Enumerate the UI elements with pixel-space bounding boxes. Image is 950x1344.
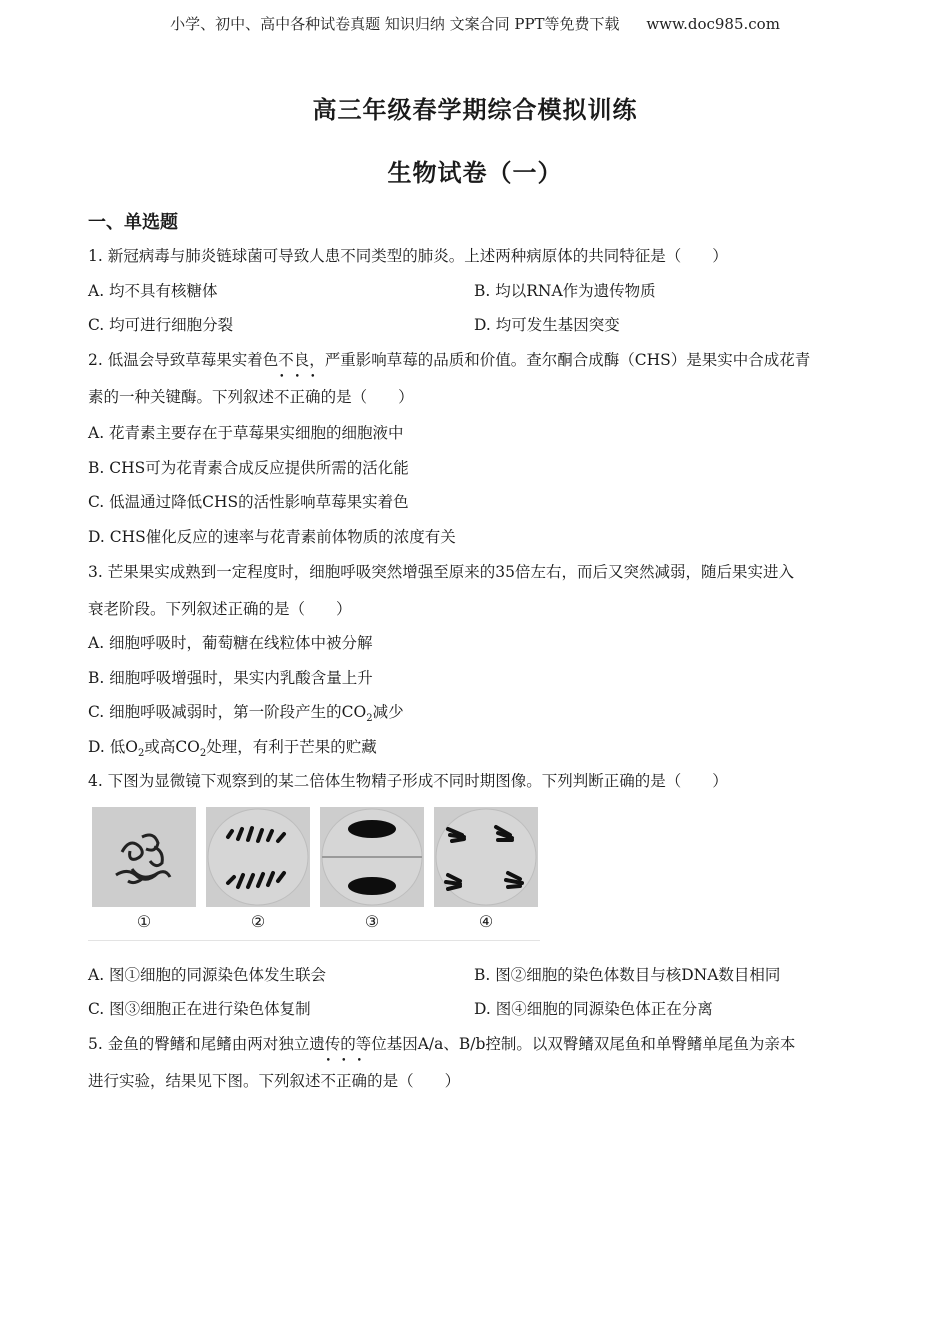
emphasis-char: 不: [320, 1072, 337, 1090]
q2-option-b: B. CHS可为花青素合成反应提供所需的活化能: [88, 459, 409, 477]
subscript: 2: [199, 748, 207, 760]
emphasis-char: 不: [274, 388, 290, 406]
q2-stem-text: 素的一种关键酶。下列叙述: [88, 388, 275, 406]
figure-label-2: ②: [250, 912, 266, 931]
emphasis-char: 确: [305, 388, 321, 406]
micrograph-panel-1: [92, 807, 196, 907]
q4-option-a: A. 图①细胞的同源染色体发生联会: [88, 966, 327, 984]
figure-label-4: ④: [478, 912, 494, 931]
q2-option-d: D. CHS催化反应的速率与花青素前体物质的浓度有关: [88, 528, 456, 546]
q2-stem-text-end: 的是（ ）: [320, 388, 414, 406]
q1-option-c: C. 均可进行细胞分裂: [88, 316, 234, 334]
q1-option-b: B. 均以RNA作为遗传物质: [474, 282, 656, 300]
q3-option-d-text-end: 处理，有利于芒果的贮藏: [206, 738, 377, 756]
q3-option-d-text-mid: 或高CO: [144, 738, 200, 756]
q2-option-a: A. 花青素主要存在于草莓果实细胞的细胞液中: [88, 424, 404, 442]
emphasis-char: 正: [336, 1072, 352, 1090]
subscript: 2: [137, 748, 145, 760]
q3-option-c-text: C. 细胞呼吸减弱时，第一阶段产生的CO: [88, 703, 367, 721]
q4-option-d: D. 图④细胞的同源染色体正在分离: [474, 1000, 713, 1018]
q1-option-d: D. 均可发生基因突变: [474, 316, 620, 334]
q3-option-a: A. 细胞呼吸时，葡萄糖在线粒体中被分解: [88, 634, 373, 652]
q2-stem-line1: 2. 低温会导致草莓果实着色不良，严重影响草莓的品质和价值。查尔酮合成酶（CHS）是果实中合成花青: [88, 351, 811, 369]
q3-option-d-text: D. 低O: [88, 738, 138, 756]
exam-title: 高三年级春学期综合模拟训练: [312, 95, 638, 124]
q5-stem-text-end: 的是（ ）: [367, 1072, 461, 1090]
q3-stem-line2: 衰老阶段。下列叙述正确的是（ ）: [88, 600, 352, 618]
chromosome-illustration: [206, 807, 310, 907]
q3-option-d: [88, 736, 377, 765]
emphasis-char: 确: [351, 1072, 368, 1090]
section-heading: 一、单选题: [88, 212, 178, 233]
q2-option-c: C. 低温通过降低CHS的活性影响草莓果实着色: [88, 493, 409, 511]
q5-stem-text: 进行实验，结果见下图。下列叙述: [88, 1072, 321, 1090]
micrograph-panel-3: [320, 807, 424, 907]
micrograph-panel-2: [206, 807, 310, 907]
q4-option-c: C. 图③细胞正在进行染色体复制: [88, 1000, 311, 1018]
q1-stem: 1. 新冠病毒与肺炎链球菌可导致人患不同类型的肺炎。上述两种病原体的共同特征是（ ）: [88, 247, 728, 265]
q1-option-a: A. 均不具有核糖体: [88, 282, 218, 300]
figure-label-3: ③: [364, 912, 380, 931]
micrograph-figure: [88, 804, 540, 941]
q3-stem-line1: 3. 芒果果实成熟到一定程度时，细胞呼吸突然增强至原来的35倍左右，而后又突然减弱，随后果实进入: [88, 563, 794, 581]
q5-stem-line2: [88, 1070, 460, 1092]
figure-label-1: ①: [136, 912, 152, 931]
q3-option-b: B. 细胞呼吸增强时，果实内乳酸含量上升: [88, 669, 373, 687]
q3-option-c: [88, 701, 404, 730]
exam-subtitle: 生物试卷（一）: [387, 158, 563, 187]
chromosome-illustration: [434, 807, 538, 907]
q4-stem: 4. 下图为显微镜下观察到的某二倍体生物精子形成不同时期图像。下列判断正确的是（ ）: [88, 772, 728, 790]
q2-stem-line2: [88, 386, 414, 408]
q3-option-c-text-end: 减少: [372, 703, 404, 721]
chromosome-illustration: [320, 807, 424, 907]
chromosome-illustration: [92, 807, 196, 907]
subscript: 2: [366, 713, 373, 725]
header-tagline: 小学、初中、高中各种试卷真题 知识归纳 文案合同 PPT等免费下载: [170, 15, 620, 33]
page-header: [0, 13, 950, 34]
emphasis-char: 正: [289, 388, 306, 406]
q5-stem-line1: 5. 金鱼的臀鳍和尾鳍由两对独立遗传的等位基因A/a、B/b控制。以双臀鳍双尾鱼和单臀鳍单尾鱼为亲本: [88, 1035, 796, 1053]
micrograph-panel-4: [434, 807, 538, 907]
q4-option-b: B. 图②细胞的染色体数目与核DNA数目相同: [474, 966, 781, 984]
header-url[interactable]: www.doc985.com: [646, 15, 780, 33]
